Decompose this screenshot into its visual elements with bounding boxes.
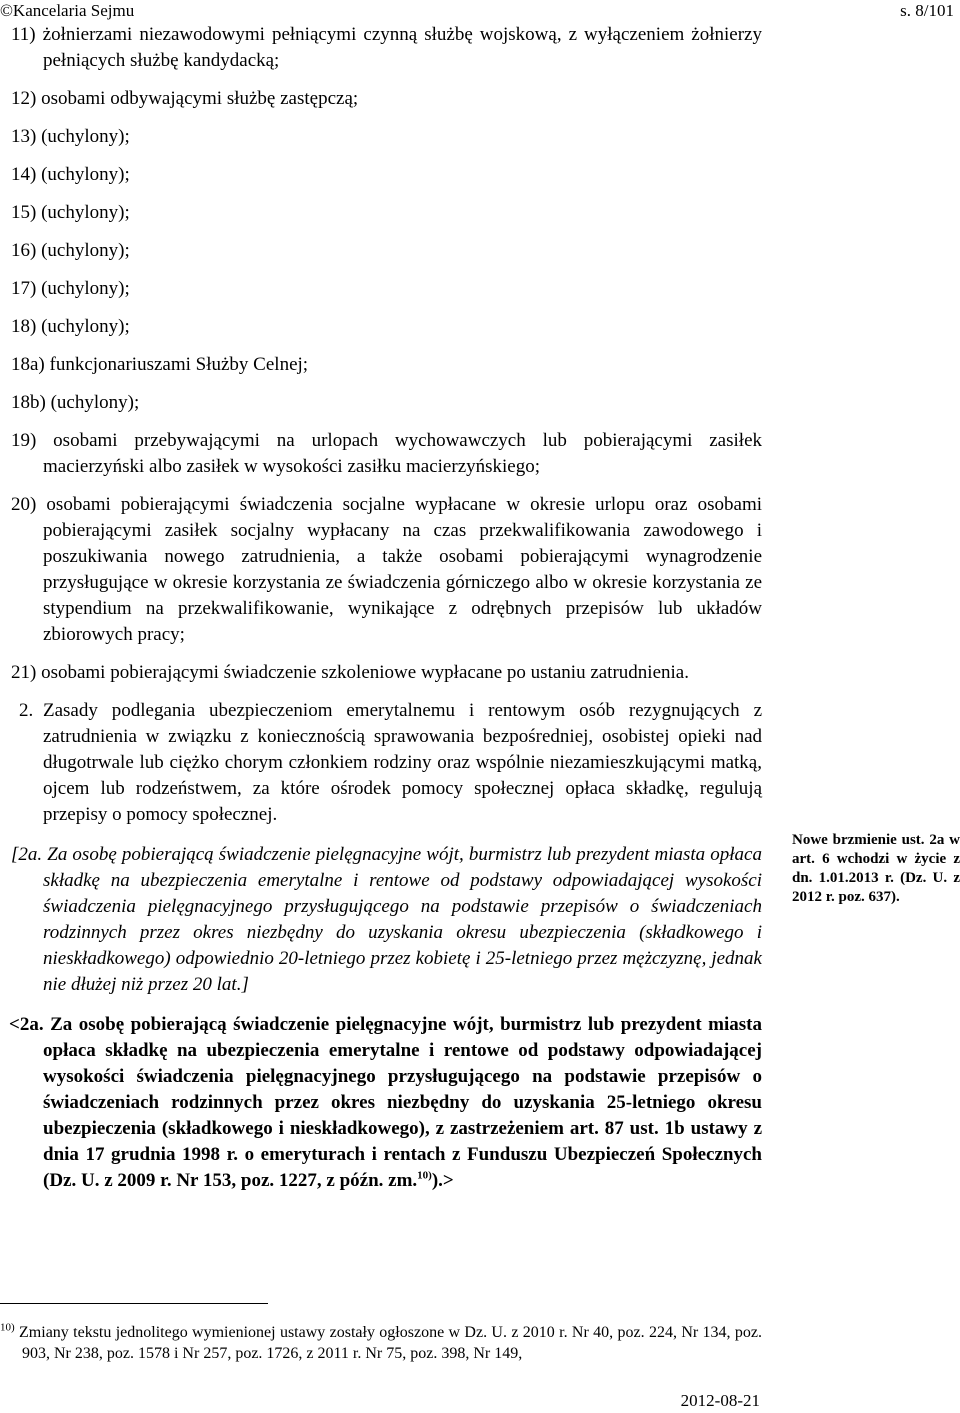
paragraph-number: 2. bbox=[19, 700, 34, 721]
list-item: 19) osobami przebywającymi na urlopach wychowawczych lub pobierającymi zasiłek macierzyński albo zasiłek w wysokości zasiłku macierzyńskiego; bbox=[11, 430, 762, 477]
paragraph-2-text: Zasady podlegania ubezpieczeniom emerytalnemu i rentowym osób rezygnujących z zatrudnienia w związku z koniecznością sprawowania bezpośredniej, osobistej opieki nad długotrwale lub ciężko chorym członkiem rodziny oraz wspólnie niezamieszkującymi matką, ojcem lub rodzeństwem, za które ośrodek pomocy społecznej opłaca składkę, regulują przepisy o pomocy społecznej. bbox=[43, 700, 762, 825]
margin-note: Nowe brzmienie ust. 2a w art. 6 wchodzi w życie z dn. 1.01.2013 r. (Dz. U. z 2012 r. poz. 637). bbox=[792, 832, 960, 905]
list-item: 11) żołnierzami niezawodowymi pełniącymi czynną służbę wojskową, z wyłączeniem żołnierzy pełniących służbę kandydacką; bbox=[11, 24, 762, 71]
footnote-divider bbox=[0, 1303, 268, 1304]
header-left: ©Kancelaria Sejmu bbox=[0, 1, 135, 20]
paragraph-2 bbox=[0, 698, 762, 828]
paragraph-2a-new bbox=[0, 1012, 762, 1194]
document-body bbox=[0, 22, 762, 1194]
list-item: 13) (uchylony); bbox=[11, 126, 130, 147]
list-item: 18) (uchylony); bbox=[11, 316, 130, 337]
header-page-number: s. 8/101 bbox=[900, 1, 954, 20]
footnote-mark: 10) bbox=[0, 1321, 15, 1334]
paragraph-2a-new-end: ).> bbox=[431, 1170, 454, 1191]
paragraph-2a-new-text: <2a. Za osobę pobierającą świadczenie pielęgnacyjne wójt, burmistrz lub prezydent miasta opłaca składkę na ubezpieczenia emerytalne i rentowe od podstawy odpowiadającej wysokości świadczenia pielęgnacyjnego przysługującego na podstawie przepisów o świadczeniach rodzinnych przez okres niezbędny do uzyskania 25-letniego okresu ubezpieczenia (składkowego i nieskładkowego), z zastrzeżeniem art. 87 ust. 1b ustawy z dnia 17 grudnia 1998 r. o emeryturach i rentach z Funduszu Ubezpieczeń Społecznych (Dz. U. z 2009 r. Nr 153, poz. 1227, z późn. zm. bbox=[9, 1014, 762, 1191]
list-item: 18a) funkcjonariuszami Służby Celnej; bbox=[11, 354, 309, 375]
paragraph-2a-old: [2a. Za osobę pobierającą świadczenie pielęgnacyjne wójt, burmistrz lub prezydent miasta opłaca składkę na ubezpieczenia emerytalne i rentowe od podstawy odpowiadającej wysokości świadczenia pielęgnacyjnego przysługującego na podstawie przepisów o świadczeniach rodzinnych przez okres niezbędny do uzyskania okresu ubezpieczenia (składkowego i nieskładkowego) odpowiednio 20-letniego przez kobietę i 25-letniego przez mężczyznę, jednak nie dłużej niż przez 20 lat.] bbox=[11, 844, 762, 995]
footnote-text: Zmiany tekstu jednolitego wymienionej ustawy zostały ogłoszone w Dz. U. z 2010 r. Nr 40, poz. 224, Nr 134, poz. 903, Nr 238, poz. 1578 i Nr 257, poz. 1726, z 2011 r. Nr 75, poz. 398, Nr 149, bbox=[19, 1324, 763, 1362]
list-item: 18b) (uchylony); bbox=[11, 392, 140, 413]
list-item: 14) (uchylony); bbox=[11, 164, 130, 185]
footnote-reference[interactable]: 10) bbox=[417, 1169, 432, 1182]
footnote bbox=[0, 1322, 762, 1364]
footer-date: 2012-08-21 bbox=[680, 1391, 760, 1410]
list-item: 17) (uchylony); bbox=[11, 278, 130, 299]
list-item: 16) (uchylony); bbox=[11, 240, 130, 261]
list-item: 15) (uchylony); bbox=[11, 202, 130, 223]
list-item: 21) osobami pobierającymi świadczenie szkoleniowe wypłacane po ustaniu zatrudnienia. bbox=[11, 662, 689, 683]
list-item: 12) osobami odbywającymi służbę zastępczą; bbox=[11, 88, 359, 109]
list-item: 20) osobami pobierającymi świadczenia socjalne wypłacane w okresie urlopu oraz osobami pobierającymi zasiłek socjalny wypłacany na czas przekwalifikowania zawodowego i poszukiwania nowego zatrudnienia, a także osobami pobierającymi wynagrodzenie przysługujące w okresie korzystania ze świadczenia górniczego albo w okresie korzystania ze stypendium na przekwalifikowanie, wynikające z odrębnych przepisów lub układów zbiorowych pracy; bbox=[11, 494, 762, 645]
